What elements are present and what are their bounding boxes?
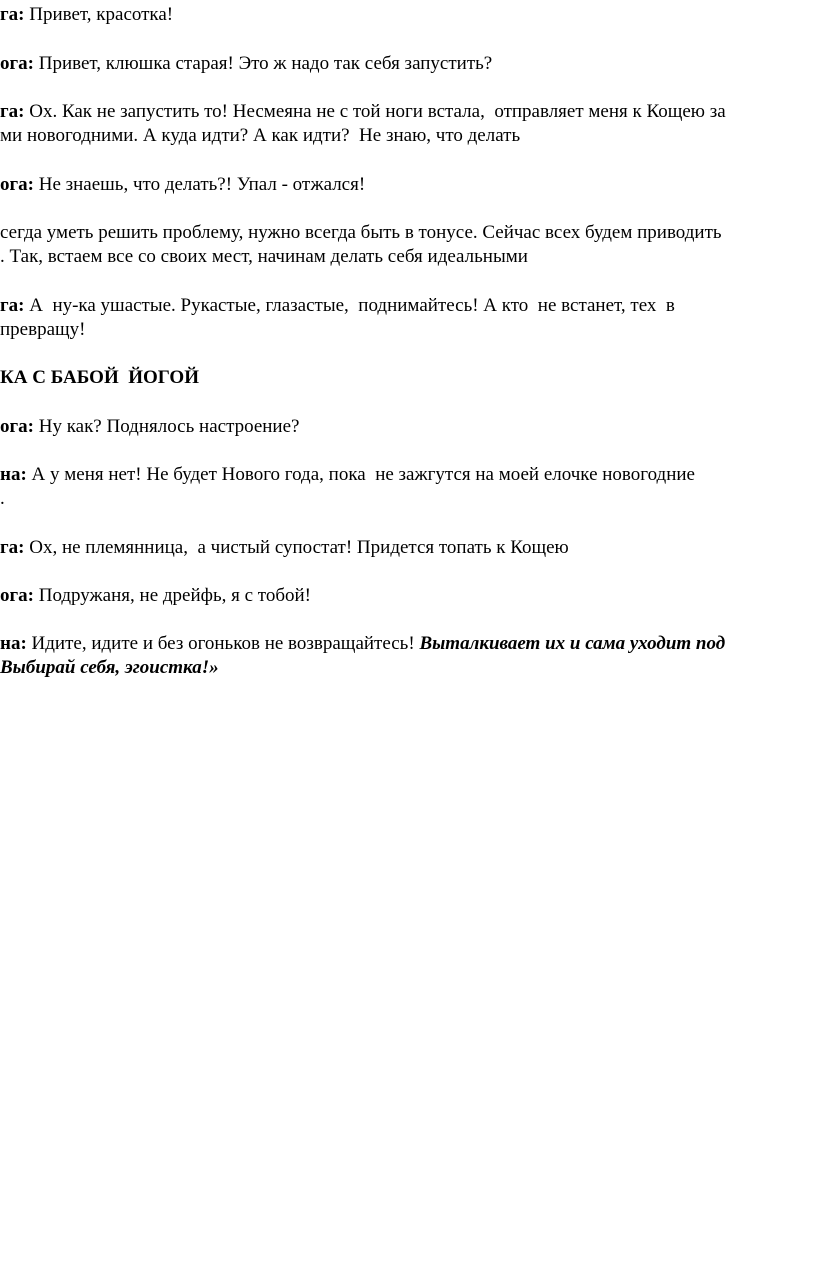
dialogue-text: Ох. Как не запустить то! Несмеяна не с той ноги встала, отправляет меня к Кощею за bbox=[24, 101, 726, 122]
dialogue-text: А ну-ка ушастые. Рукастые, глазастые, поднимайтесь! А кто не встанет, тех в bbox=[24, 295, 675, 316]
stage-direction: Выталкивает их и сама уходит под bbox=[419, 633, 726, 654]
dialogue-line bbox=[0, 100, 726, 124]
speaker-label: на: bbox=[0, 633, 27, 654]
speaker-label: на: bbox=[0, 464, 27, 485]
dialogue-line bbox=[0, 173, 365, 197]
speaker-label: ога: bbox=[0, 53, 34, 74]
dialogue-text: Ох, не племянница, а чистый супостат! Придется топать к Кощею bbox=[24, 537, 569, 558]
dialogue-line bbox=[0, 52, 492, 76]
dialogue-line bbox=[0, 463, 695, 487]
dialogue-text: Подружаня, не дрейфь, я с тобой! bbox=[33, 585, 312, 606]
dialogue-line bbox=[0, 415, 299, 439]
speaker-label: га: bbox=[0, 295, 25, 316]
section-heading: КА С БАБОЙ ЙОГОЙ bbox=[0, 367, 199, 388]
dialogue-text: Привет, клюшка старая! Это ж надо так себя запустить? bbox=[33, 53, 493, 74]
dialogue-line bbox=[0, 294, 675, 318]
dialogue-text: Ну как? Поднялось настроение? bbox=[33, 416, 300, 437]
dialogue-continuation: . bbox=[0, 488, 5, 509]
dialogue-line: сегда уметь решить проблему, нужно всегда быть в тонусе. Сейчас всех будем приводить bbox=[0, 222, 722, 243]
dialogue-continuation: . Так, встаем все со своих мест, начинам делать себя идеальными bbox=[0, 246, 528, 267]
dialogue-line bbox=[0, 3, 173, 27]
dialogue-continuation: превращу! bbox=[0, 319, 86, 340]
dialogue-text: Идите, идите и без огоньков не возвращайтесь! bbox=[26, 633, 420, 654]
speaker-label: ога: bbox=[0, 416, 34, 437]
dialogue-line bbox=[0, 536, 569, 560]
dialogue-text: А у меня нет! Не будет Нового года, пока не зажгутся на моей елочке новогодние bbox=[26, 464, 695, 485]
dialogue-line bbox=[0, 632, 725, 656]
dialogue-text: Не знаешь, что делать?! Упал - отжался! bbox=[33, 174, 366, 195]
dialogue-line bbox=[0, 584, 311, 608]
stage-direction-continuation: Выбирай себя, эгоистка!» bbox=[0, 657, 219, 678]
speaker-label: га: bbox=[0, 101, 25, 122]
dialogue-text: Привет, красотка! bbox=[24, 4, 174, 25]
speaker-label: га: bbox=[0, 537, 25, 558]
speaker-label: га: bbox=[0, 4, 25, 25]
speaker-label: ога: bbox=[0, 585, 34, 606]
speaker-label: ога: bbox=[0, 174, 34, 195]
dialogue-continuation: ми новогодними. А куда идти? А как идти? Не знаю, что делать bbox=[0, 125, 521, 146]
